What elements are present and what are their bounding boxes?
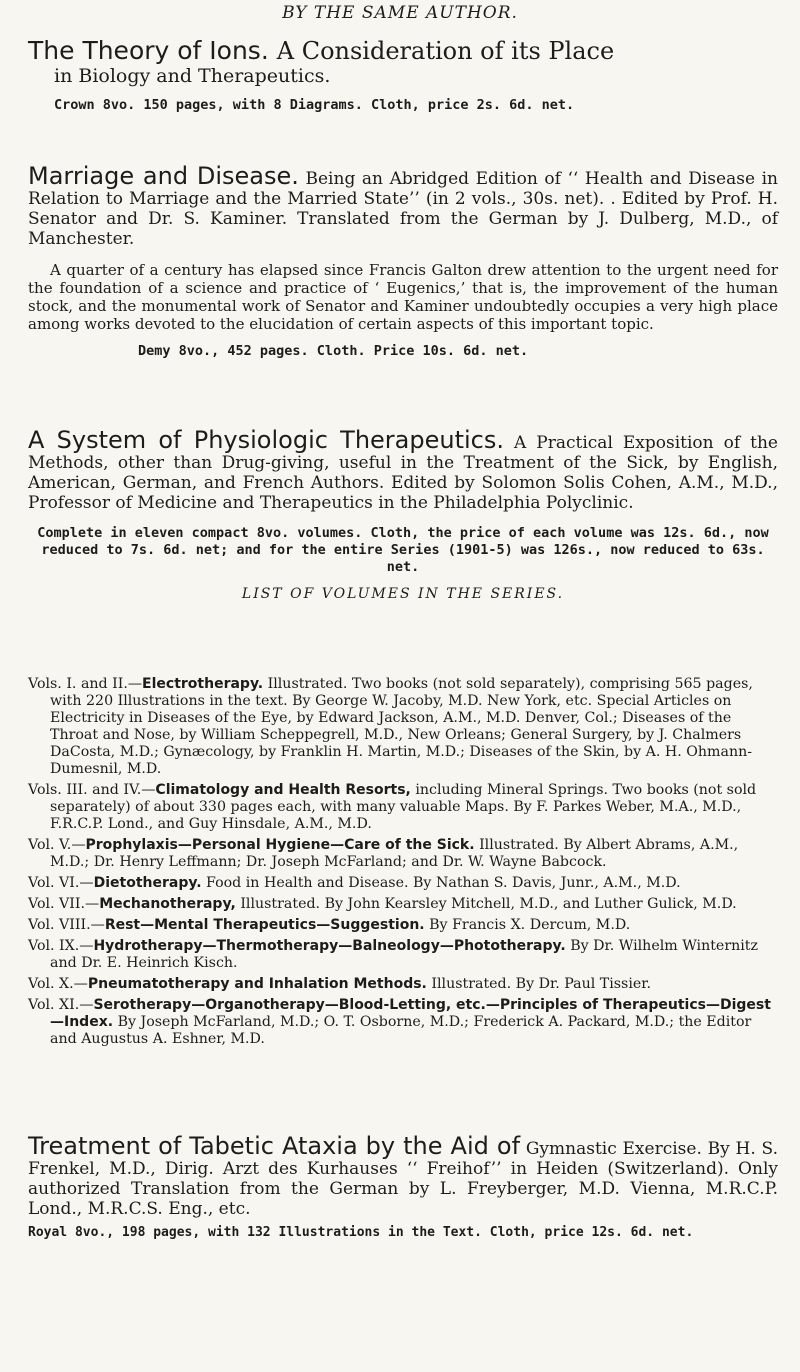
book-price-line: Demy 8vo., 452 pages. Cloth. Price 10s. 6d. net. xyxy=(138,343,529,359)
volume-entry: Vols. I. and II.—Electrotherapy. Illustrated. Two books (not sold separately), comprising 565 pages, with 220 Illustrations in the text. By George W. Jacoby, M.D. New York, etc. Special Articles on Electricity in Diseases of the Eye, by Edward Jackson, A.M., M.D. Denver, Col.; Diseases of the Throat and Nose, by William Scheppegrell, M.D., New Orleans; General Surgery, by J. Chalmers DaCosta, M.D.; Gynæcology, by Franklin H. Martin, M.D.; Diseases of the Skin, by A. H. Ohmann-Dumesnil, M.D. xyxy=(28,676,753,777)
volume-entry: Vol. V.—Prophylaxis—Personal Hygiene—Care of the Sick. Illustrated. By Albert Abrams, A.M., M.D.; Dr. Henry Leffmann; Dr. Joseph McFarland; and Dr. W. Wayne Babcock. xyxy=(28,837,739,870)
volume-topic: Climatology and Health Resorts, xyxy=(155,782,411,798)
book-description: Gymnastic Exercise. By H. S. Frenkel, M.D., Dirig. Arzt des Kurhauses ‘‘ Freihof’’ in Heiden (Switzerland). Only authorized Translation from the German by L. Freyberger, M.D. Vienna, M.R.C.P. Lond., M.R.C.S. Eng., etc. xyxy=(28,1139,779,1219)
book-blurb: A quarter of a century has elapsed since Francis Galton drew attention to the urgent need for the foundation of a science and practice of ‘ Eugenics,’ that is, the improvement of the human stock, and the monumental work of Senator and Kaminer undoubtedly occupies a very high place among works devoted to the elucidation of certain aspects of this important topic. xyxy=(28,261,778,333)
volume-details: By Joseph McFarland, M.D.; O. T. Osborne, M.D.; Frederick A. Packard, M.D.; the Editor and Augustus A. Eshner, M.D. xyxy=(50,1014,752,1047)
book-subtitle: A Consideration of its Place xyxy=(276,37,615,65)
volume-entry: Vol. XI.—Serotherapy—Organotherapy—Blood-Letting, etc.—Principles of Therapeutics—Digest—Index. By Joseph McFarland, M.D.; O. T. Osborne, M.D.; Frederick A. Packard, M.D.; the Editor and Augustus A. Eshner, M.D. xyxy=(28,997,771,1047)
volume-entry: Vols. III. and IV.—Climatology and Health Resorts, including Mineral Springs. Two books (not sold separately) of about 330 pages each, with many valuable Maps. By F. Parkes Weber, M.A., M.D., F.R.C.P. Lond., and Guy Hinsdale, A.M., M.D. xyxy=(28,782,757,832)
book-price-line: Royal 8vo., 198 pages, with 132 Illustrations in the Text. Cloth, price 12s. 6d. net. xyxy=(28,1225,694,1240)
volume-topic: Mechanotherapy, xyxy=(99,896,236,912)
volume-topic: Serotherapy—Organotherapy—Blood-Letting, etc.—Principles of Therapeutics—Digest—Index. xyxy=(50,997,771,1030)
book-theory-of-ions xyxy=(28,36,778,113)
volume-entry: Vol. VIII.—Rest—Mental Therapeutics—Suggestion. By Francis X. Dercum, M.D. xyxy=(28,917,631,933)
book-title: Marriage and Disease. xyxy=(28,162,299,190)
volume-details: By Francis X. Dercum, M.D. xyxy=(429,917,631,933)
book-title: Treatment of Tabetic Ataxia by the Aid of xyxy=(28,1132,521,1160)
volume-topic: Dietotherapy. xyxy=(93,875,202,891)
book-title xyxy=(28,36,778,65)
book-subtitle-line2: in Biology and Therapeutics. xyxy=(54,65,331,87)
book-entry xyxy=(28,426,778,513)
book-price-line: Crown 8vo. 150 pages, with 8 Diagrams. Cloth, price 2s. 6d. net. xyxy=(54,97,575,113)
book-price-line: Complete in eleven compact 8vo. volumes. Cloth, the price of each volume was 12s. 6d., now reduced to 7s. 6d. net; and for the entire Series (1901-5) was 126s., now reduced to 63s. net. xyxy=(37,525,769,575)
book-physiologic-therapeutics xyxy=(28,426,778,602)
volume-topic: Electrotherapy. xyxy=(142,676,264,692)
book-marriage-and-disease xyxy=(28,162,778,359)
volume-details: Illustrated. By Albert Abrams, A.M., M.D.; Dr. Henry Leffmann; Dr. Joseph McFarland; and Dr. W. Wayne Babcock. xyxy=(50,837,739,870)
volume-details: Illustrated. Two books (not sold separately), comprising 565 pages, with 220 Illustrations in the text. By George W. Jacoby, M.D. New York, etc. Special Articles on Electricity in Diseases of the Eye, by Edward Jackson, A.M., M.D. Denver, Col.; Diseases of the Throat and Nose, by William Scheppegrell, M.D., New Orleans; General Surgery, by J. Chalmers DaCosta, M.D.; Gynæcology, by Franklin H. Martin, M.D.; Diseases of the Skin, by A. H. Ohmann-Dumesnil, M.D. xyxy=(50,676,753,777)
volume-details: Food in Health and Disease. By Nathan S. Davis, Junr., A.M., M.D. xyxy=(206,875,681,891)
volume-details: By Dr. Wilhelm Winternitz and Dr. E. Heinrich Kisch. xyxy=(50,938,758,971)
volume-entry: Vol. X.—Pneumatotherapy and Inhalation Methods. Illustrated. By Dr. Paul Tissier. xyxy=(28,976,651,992)
series-heading: LIST OF VOLUMES IN THE SERIES. xyxy=(241,586,565,602)
running-head: BY THE SAME AUTHOR. xyxy=(282,3,518,23)
volume-topic: Hydrotherapy—Thermotherapy—Balneology—Phototherapy. xyxy=(93,938,566,954)
volume-entry: Vol. VI.—Dietotherapy. Food in Health and Disease. By Nathan S. Davis, Junr., A.M., M.D. xyxy=(28,875,681,891)
volume-topic: Rest—Mental Therapeutics—Suggestion. xyxy=(104,917,425,933)
volume-topic: Pneumatotherapy and Inhalation Methods. xyxy=(87,976,427,992)
book-description: A Practical Exposition of the Methods, other than Drug-giving, useful in the Treatment of the Sick, by English, American, German, and French Authors. Edited by Solomon Solis Cohen, A.M., M.D., Professor of Medicine and Therapeutics in the Philadelphia Polyclinic. xyxy=(28,433,778,513)
book-entry xyxy=(28,1132,779,1219)
book-description: Being an Abridged Edition of ‘‘ Health and Disease in Relation to Marriage and the Married State’’ (in 2 vols., 30s. net). . Edited by Prof. H. Senator and Dr. S. Kaminer. Translated from the German by J. Dulberg, M.D., of Manchester. xyxy=(28,169,778,249)
volume-entry: Vol. IX.—Hydrotherapy—Thermotherapy—Balneology—Phototherapy. By Dr. Wilhelm Winternitz and Dr. E. Heinrich Kisch. xyxy=(28,938,758,971)
series-volumes-list xyxy=(28,676,778,1048)
volume-entry: Vol. VII.—Mechanotherapy, Illustrated. By John Kearsley Mitchell, M.D., and Luther Gulick, M.D. xyxy=(28,896,737,912)
book-title: A System of Physiologic Therapeutics. xyxy=(28,426,504,454)
book-tabetic-ataxia xyxy=(28,1132,779,1240)
volume-details: Illustrated. By Dr. Paul Tissier. xyxy=(431,976,651,992)
book-entry xyxy=(28,162,778,249)
book-title-main: The Theory of Ions. xyxy=(28,36,269,65)
volume-details: including Mineral Springs. Two books (not sold separately) of about 330 pages each, with many valuable Maps. By F. Parkes Weber, M.A., M.D., F.R.C.P. Lond., and Guy Hinsdale, A.M., M.D. xyxy=(50,782,757,832)
volume-topic: Prophylaxis—Personal Hygiene—Care of the Sick. xyxy=(85,837,475,853)
volume-details: Illustrated. By John Kearsley Mitchell, M.D., and Luther Gulick, M.D. xyxy=(240,896,737,912)
